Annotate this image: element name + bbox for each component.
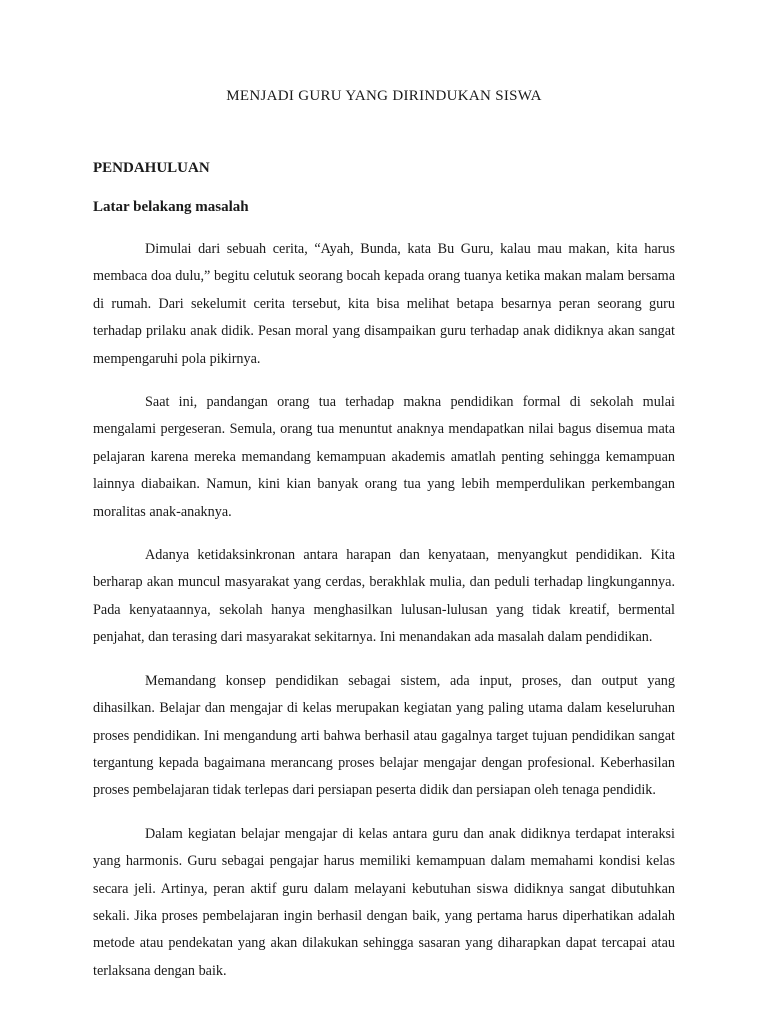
- paragraph-4: Memandang konsep pendidikan sebagai sistem, ada input, proses, dan output yang dihasilkan. Belajar dan mengajar di kelas merupakan kegiatan yang paling utama dalam keseluruhan proses pendidikan. Ini mengandung arti bahwa berhasil atau gagalnya target tujuan pendidikan sangat tergantung kepada bagaimana merancang proses belajar mengajar dengan profesional. Keberhasilan proses pembelajaran tidak terlepas dari persiapan peserta didik dan persiapan oleh tenaga pendidik.: [93, 672, 675, 799]
- paragraph-5: Dalam kegiatan belajar mengajar di kelas antara guru dan anak didiknya terdapat interaksi yang harmonis. Guru sebagai pengajar harus memiliki kemampuan dalam memahami kondisi kelas secara jeli. Artinya, peran aktif guru dalam melayani kebutuhan siswa didiknya sangat dibutuhkan sekali. Jika proses pembelajaran ingin berhasil dengan baik, yang pertama harus diperhatikan adalah metode atau pendekatan yang akan dilakukan sehingga sasaran yang diharapkan dapat tercapai atau terlaksana dengan baik.: [93, 825, 675, 979]
- paragraph-3: Adanya ketidaksinkronan antara harapan dan kenyataan, menyangkut pendidikan. Kita berharap akan muncul masyarakat yang cerdas, berakhlak mulia, dan peduli terhadap lingkungannya. Pada kenyataannya, sekolah hanya menghasilkan lulusan-lulusan yang tidak kreatif, bermental penjahat, dan terasing dari masyarakat sekitarnya. Ini menandakan ada masalah dalam pendidikan.: [93, 547, 675, 646]
- body-text: [93, 236, 675, 1001]
- subsection-heading: Latar belakang masalah: [93, 199, 249, 215]
- paragraph-2: Saat ini, pandangan orang tua terhadap makna pendidikan formal di sekolah mulai mengalami pergeseran. Semula, orang tua menuntut anaknya mendapatkan nilai bagus disemua mata pelajaran karena mereka memandang kemampuan akademis amatlah penting sehingga kemampuan lainnya diabaikan. Namun, kini kian banyak orang tua yang lebih memperdulikan perkembangan moralitas anak-anaknya.: [93, 394, 675, 520]
- section-heading: PENDAHULUAN: [93, 160, 210, 176]
- paragraph-1: Dimulai dari sebuah cerita, “Ayah, Bunda, kata Bu Guru, kalau mau makan, kita harus membaca doa dulu,” begitu celutuk seorang bocah kepada orang tuanya ketika makan malam bersama di rumah. Dari sekelumit cerita tersebut, kita bisa melihat betapa besarnya peran seorang guru terhadap prilaku anak didik. Pesan moral yang disampaikan guru terhadap anak didiknya akan sangat mempengaruhi pola pikirnya.: [93, 241, 675, 367]
- document-title: MENJADI GURU YANG DIRINDUKAN SISWA: [226, 88, 542, 104]
